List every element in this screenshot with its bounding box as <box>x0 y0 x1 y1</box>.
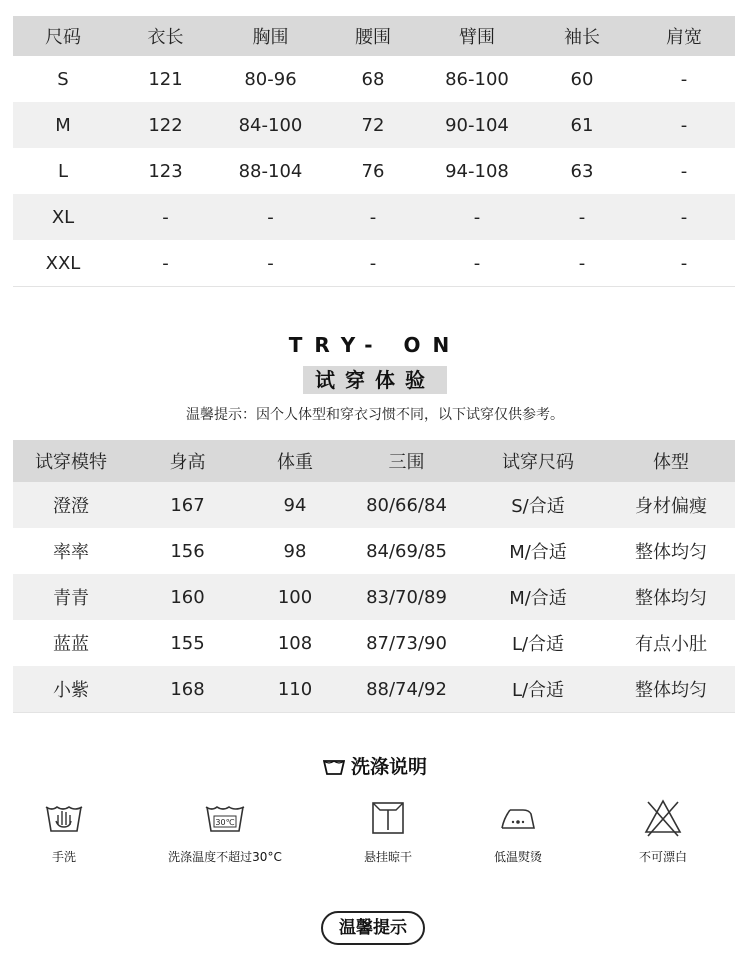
tryon-cell: 88/74/92 <box>344 666 469 713</box>
tryon-table-row <box>13 574 735 620</box>
tryon-table-row <box>13 666 735 713</box>
tryon-cell: 整体均匀 <box>607 528 735 574</box>
size-cell: - <box>113 240 218 287</box>
tryon-cell: 168 <box>129 666 246 713</box>
tryon-title-wrap <box>0 366 750 394</box>
tryon-cell: 167 <box>129 482 246 528</box>
tryon-header-cell: 体重 <box>246 440 344 482</box>
size-cell: 60 <box>531 56 633 102</box>
tryon-table <box>13 440 735 713</box>
size-cell: 80-96 <box>218 56 323 102</box>
wash-label: 手洗 <box>51 850 76 864</box>
low-iron-icon <box>498 802 538 834</box>
tryon-cell: 身材偏瘦 <box>607 482 735 528</box>
wash-label: 洗涤温度不超过30°C <box>168 850 282 864</box>
tryon-cell: M/合适 <box>469 574 607 620</box>
wash-30-icon-text: 30℃ <box>215 818 235 827</box>
size-header-cell: 胸围 <box>218 16 323 56</box>
size-cell: - <box>633 56 735 102</box>
size-cell: 84-100 <box>218 102 323 148</box>
size-cell: - <box>633 102 735 148</box>
size-cell: XXL <box>13 240 113 287</box>
tryon-cell: 小紫 <box>13 666 129 713</box>
hand-wash-icon <box>44 801 84 835</box>
wash-item-no-bleach <box>588 796 738 865</box>
tryon-header-cell: 三围 <box>344 440 469 482</box>
size-header-cell: 尺码 <box>13 16 113 56</box>
size-cell: 123 <box>113 148 218 194</box>
size-cell: S <box>13 56 113 102</box>
size-table-header-row <box>13 16 735 56</box>
tryon-cell: 蓝蓝 <box>13 620 129 666</box>
wash-title-text: 洗涤说明 <box>350 756 427 778</box>
size-cell: - <box>323 240 423 287</box>
tryon-cell: 94 <box>246 482 344 528</box>
tryon-header-cell: 试穿尺码 <box>469 440 607 482</box>
size-header-cell: 腰围 <box>323 16 423 56</box>
tryon-cell: 83/70/89 <box>344 574 469 620</box>
size-cell: 86-100 <box>423 56 531 102</box>
size-cell: - <box>423 194 531 240</box>
wash-title <box>0 752 750 779</box>
tryon-table-row <box>13 528 735 574</box>
tryon-cell: 有点小肚 <box>607 620 735 666</box>
size-header-cell: 衣长 <box>113 16 218 56</box>
size-cell: 72 <box>323 102 423 148</box>
size-table-row <box>13 240 735 287</box>
size-cell: 94-108 <box>423 148 531 194</box>
tryon-cell: 84/69/85 <box>344 528 469 574</box>
tryon-cell: 青青 <box>13 574 129 620</box>
hang-dry-icon <box>370 800 406 836</box>
size-header-cell: 袖长 <box>531 16 633 56</box>
wash-item-hang-dry <box>313 796 463 865</box>
tryon-cell: 108 <box>246 620 344 666</box>
size-cell: - <box>218 240 323 287</box>
size-cell: - <box>633 148 735 194</box>
wash-label: 低温熨烫 <box>493 850 542 864</box>
size-cell: - <box>633 240 735 287</box>
size-cell: 88-104 <box>218 148 323 194</box>
tryon-header-cell: 试穿模特 <box>13 440 129 482</box>
size-header-cell: 肩宽 <box>633 16 735 56</box>
tryon-note: 温馨提示：因个人体型和穿衣习惯不同，以下试穿仅供参考。 <box>186 407 564 423</box>
warm-tip-badge: 温馨提示 <box>321 911 425 945</box>
size-cell: - <box>218 194 323 240</box>
size-cell: L <box>13 148 113 194</box>
size-table-row <box>13 148 735 194</box>
wash-item-hand-wash <box>0 796 139 865</box>
size-table <box>13 16 735 287</box>
wash-30-icon <box>204 801 246 835</box>
size-table-row <box>13 102 735 148</box>
size-cell: - <box>113 194 218 240</box>
wash-label: 悬挂晾干 <box>363 850 412 864</box>
wash-label: 不可漂白 <box>638 850 687 864</box>
size-cell: M <box>13 102 113 148</box>
size-cell: 68 <box>323 56 423 102</box>
size-header-cell: 臂围 <box>423 16 531 56</box>
tryon-cell: L/合适 <box>469 666 607 713</box>
size-cell: 61 <box>531 102 633 148</box>
size-table-row <box>13 194 735 240</box>
size-cell: 76 <box>323 148 423 194</box>
tryon-header-cell: 体型 <box>607 440 735 482</box>
size-cell: XL <box>13 194 113 240</box>
size-cell: - <box>531 240 633 287</box>
tryon-cell: S/合适 <box>469 482 607 528</box>
tryon-cell: 110 <box>246 666 344 713</box>
wash-item-low-iron <box>443 796 593 865</box>
tryon-title-cn: 试穿体验 <box>303 366 447 394</box>
size-cell: - <box>423 240 531 287</box>
tryon-cell: 160 <box>129 574 246 620</box>
wash-item-30 <box>150 796 300 865</box>
size-cell: 90-104 <box>423 102 531 148</box>
size-cell: 121 <box>113 56 218 102</box>
tryon-cell: 100 <box>246 574 344 620</box>
tryon-cell: 澄澄 <box>13 482 129 528</box>
tryon-cell: 87/73/90 <box>344 620 469 666</box>
tryon-cell: 整体均匀 <box>607 574 735 620</box>
size-cell: 63 <box>531 148 633 194</box>
tryon-cell: 155 <box>129 620 246 666</box>
size-cell: - <box>323 194 423 240</box>
tryon-cell: 156 <box>129 528 246 574</box>
size-cell: - <box>633 194 735 240</box>
tryon-table-row <box>13 482 735 528</box>
tryon-table-header-row <box>13 440 735 482</box>
tryon-header-cell: 身高 <box>129 440 246 482</box>
tryon-cell: 率率 <box>13 528 129 574</box>
tryon-cell: L/合适 <box>469 620 607 666</box>
size-cell: - <box>531 194 633 240</box>
no-bleach-icon <box>643 798 683 838</box>
tryon-title-en: TRY- ON <box>288 333 462 357</box>
size-cell: 122 <box>113 102 218 148</box>
basin-icon <box>323 758 345 776</box>
tryon-cell: 98 <box>246 528 344 574</box>
size-table-row <box>13 56 735 102</box>
tryon-table-row <box>13 620 735 666</box>
tryon-cell: 整体均匀 <box>607 666 735 713</box>
tryon-cell: M/合适 <box>469 528 607 574</box>
tryon-cell: 80/66/84 <box>344 482 469 528</box>
